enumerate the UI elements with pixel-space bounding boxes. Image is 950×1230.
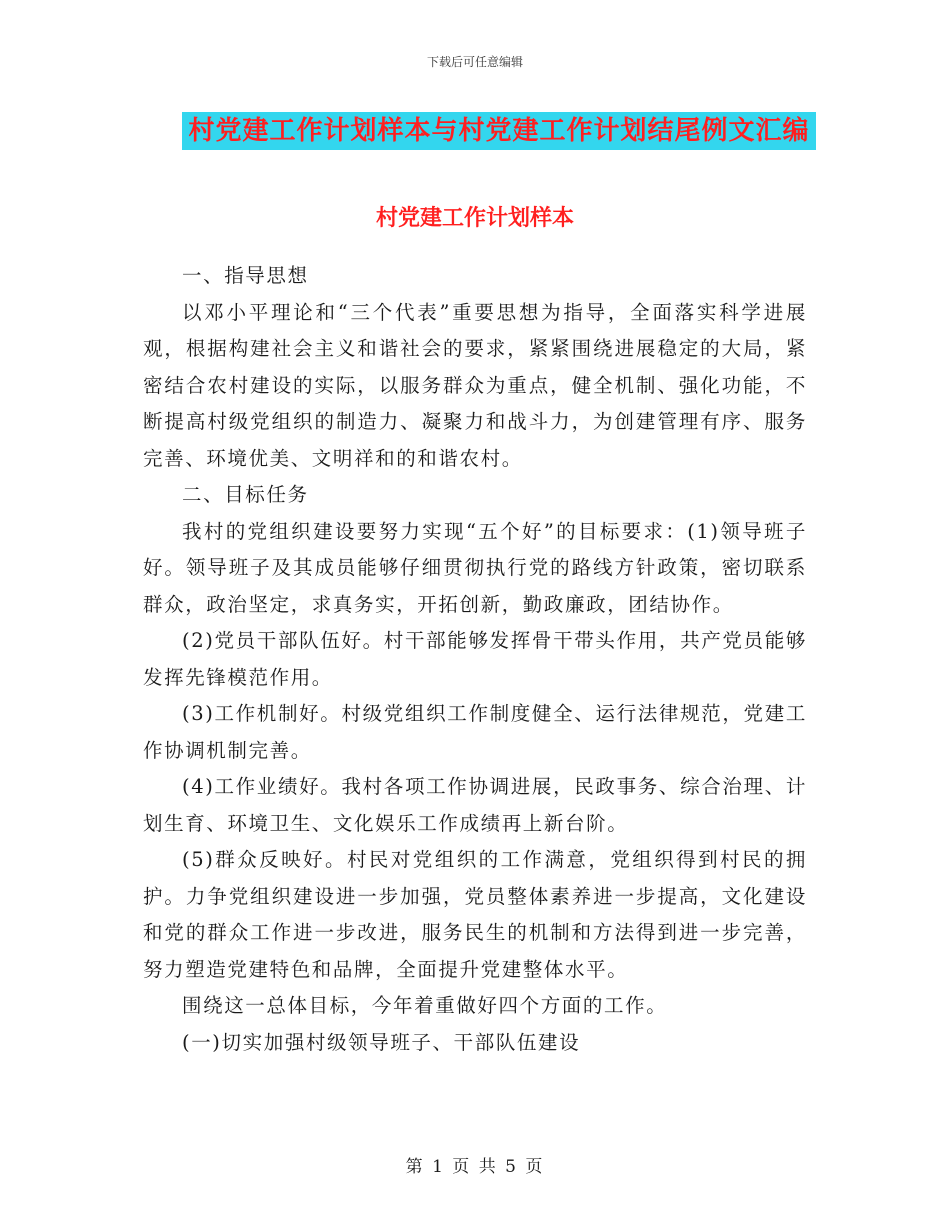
paragraph: (2)党员干部队伍好。村干部能够发挥骨干带头作用，共产党员能够发挥先锋模范作用。 (143, 629, 807, 689)
paragraph: (4)工作业绩好。我村各项工作协调进展，民政事务、综合治理、计划生育、环境卫生、文化娱乐工作成绩再上新台阶。 (143, 775, 807, 835)
document-title-container (0, 112, 950, 150)
page-footer: 第 1 页 共 5 页 (405, 1157, 545, 1177)
paragraph: 围绕这一总体目标，今年着重做好四个方面的工作。 (182, 994, 668, 1017)
document-title: 村党建工作计划样本与村党建工作计划结尾例文汇编 (182, 112, 815, 150)
document-body (143, 222, 807, 1061)
paragraph: (5)群众反映好。村民对党组织的工作满意，党组织得到村民的拥护。力争党组织建设进一步加强，党员整体素养进一步提高，文化建设和党的群众工作进一步改进，服务民生的机制和方法得到进一步完善，努力塑造党建特色和品牌，全面提升党建整体水平。 (143, 848, 807, 981)
heading-guiding-ideology: 一、指导思想 (182, 264, 309, 287)
paragraph: 以邓小平理论和“三个代表”重要思想为指导，全面落实科学进展观，根据构建社会主义和谐社会的要求，紧紧围绕进展稳定的大局，紧密结合农村建设的实际，以服务群众为重点，健全机制、强化功能，不断提高村级党组织的制造力、凝聚力和战斗力，为创建管理有序、服务完善、环境优美、文明祥和的和谐农村。 (143, 300, 807, 470)
paragraph: (3)工作机制好。村级党组织工作制度健全、运行法律规范，党建工作协调机制完善。 (143, 702, 807, 762)
heading-goals-tasks: 二、目标任务 (182, 483, 309, 506)
paragraph: 我村的党组织建设要努力实现“五个好”的目标要求：(1)领导班子好。领导班子及其成员能够仔细贯彻执行党的路线方针政策，密切联系群众，政治坚定，求真务实，开拓创新，勤政廉政，团结协作。 (143, 519, 807, 616)
subheading: (一)切实加强村级领导班子、干部队伍建设 (182, 1030, 581, 1054)
section-title: 村党建工作计划样本 (375, 205, 574, 231)
page-header: 下载后可任意编辑 (426, 55, 523, 69)
